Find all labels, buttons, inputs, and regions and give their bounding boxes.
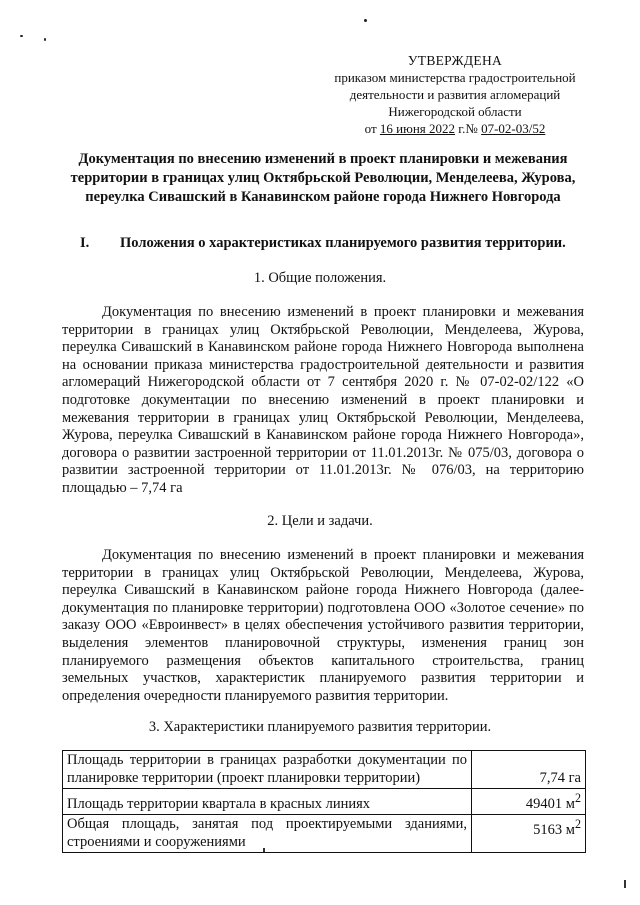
approval-stamp	[315, 52, 595, 137]
value-number: 49401 м	[525, 795, 575, 812]
document-title: Документация по внесению изменений в проект планировки и межевания территории в границах улиц Октябрьской Революции, Менделеева, Журова, переулка Сивашский в Канавинском районе города Нижнего Новгорода	[70, 151, 576, 205]
table-row	[63, 751, 586, 789]
approval-line: приказом министерства градостроительной	[334, 70, 576, 85]
section-heading	[80, 234, 566, 253]
scan-speck	[20, 35, 23, 37]
subsection-heading-general: 1. Общие положения.	[253, 270, 387, 286]
approval-date-line	[315, 120, 595, 137]
table-row	[63, 789, 586, 815]
approval-date-prefix: от	[364, 121, 380, 136]
approval-number: 07-02-03/52	[481, 121, 546, 136]
table-cell-value: 7,74 га	[472, 751, 586, 789]
table-cell-label: Площадь территории квартала в красных линиях	[63, 789, 472, 815]
value-unit-exponent: 2	[574, 791, 581, 805]
subsection-heading-goals: 2. Цели и задачи.	[267, 513, 373, 529]
scan-speck	[263, 848, 265, 852]
table-cell-value	[472, 815, 586, 853]
table-cell-label: Площадь территории в границах разработки документации по планировке территории (проект планировки территории)	[63, 751, 472, 789]
paragraph-general: Документация по внесению изменений в проект планировки и межевания территории в границах улиц Октябрьской Революции, Менделеева, Журова, переулка Сивашский в Канавинском районе города Нижнего Новгорода выполнена на основании приказа министерства градостроительной деятельности и развития агломераций Нижегородской области от 7 сентября 2020 г. № 07-02-02/122 «О подготовке документации по внесению изменений в проект планировки и межевания территории в границах улиц Октябрьской Революции, Менделеева, Журова, переулка Сивашский в Канавинском районе города Нижнего Новгорода», договора о развитии застроенной территории от 11.01.2013г. № 075/03, договора о развитии застроенной территории от 11.01.2013г. № 076/03, на территорию площадью – 7,74 га	[62, 304, 584, 496]
approval-line: Нижегородской области	[388, 104, 522, 119]
table-cell-value	[472, 789, 586, 815]
approval-heading: УТВЕРЖДЕНА	[407, 53, 503, 68]
scan-speck	[364, 19, 367, 22]
scan-speck	[624, 880, 626, 888]
table-cell-label: Общая площадь, занятая под проектируемыми зданиями, строениями и сооружениями	[63, 815, 472, 853]
approval-line: деятельности и развития агломераций	[349, 87, 561, 102]
section-number: I.	[80, 235, 90, 251]
value-unit-exponent: 2	[574, 817, 581, 832]
value-number: 5163 м	[533, 822, 575, 839]
approval-number-prefix: г.№	[455, 121, 482, 136]
characteristics-table	[62, 750, 586, 853]
paragraph-goals: Документация по внесению изменений в проект планировки и межевания территории в границах улиц Октябрьской Революции, Менделеева, Журова, переулка Сивашский в Канавинском районе города Нижнего Новгорода (далее-документация по планировке территории) подготовлена ООО «Золотое сечение» по заказу ООО «Евроинвест» в целях обеспечения устойчивого развития территории, выделения элементов планировочной структуры, изменения границ зон планируемого размещения объектов капитального строительства, границ земельных участков, характеристик планируемого развития территории и определения очередности планируемого развития территории.	[62, 547, 584, 704]
scan-speck	[44, 38, 46, 41]
approval-date: 16 июня 2022	[379, 121, 456, 136]
section-title: Положения о характеристиках планируемого развития территории.	[120, 235, 566, 251]
table-row	[63, 815, 586, 853]
subsection-heading-characteristics: 3. Характеристики планируемого развития территории.	[148, 719, 492, 735]
